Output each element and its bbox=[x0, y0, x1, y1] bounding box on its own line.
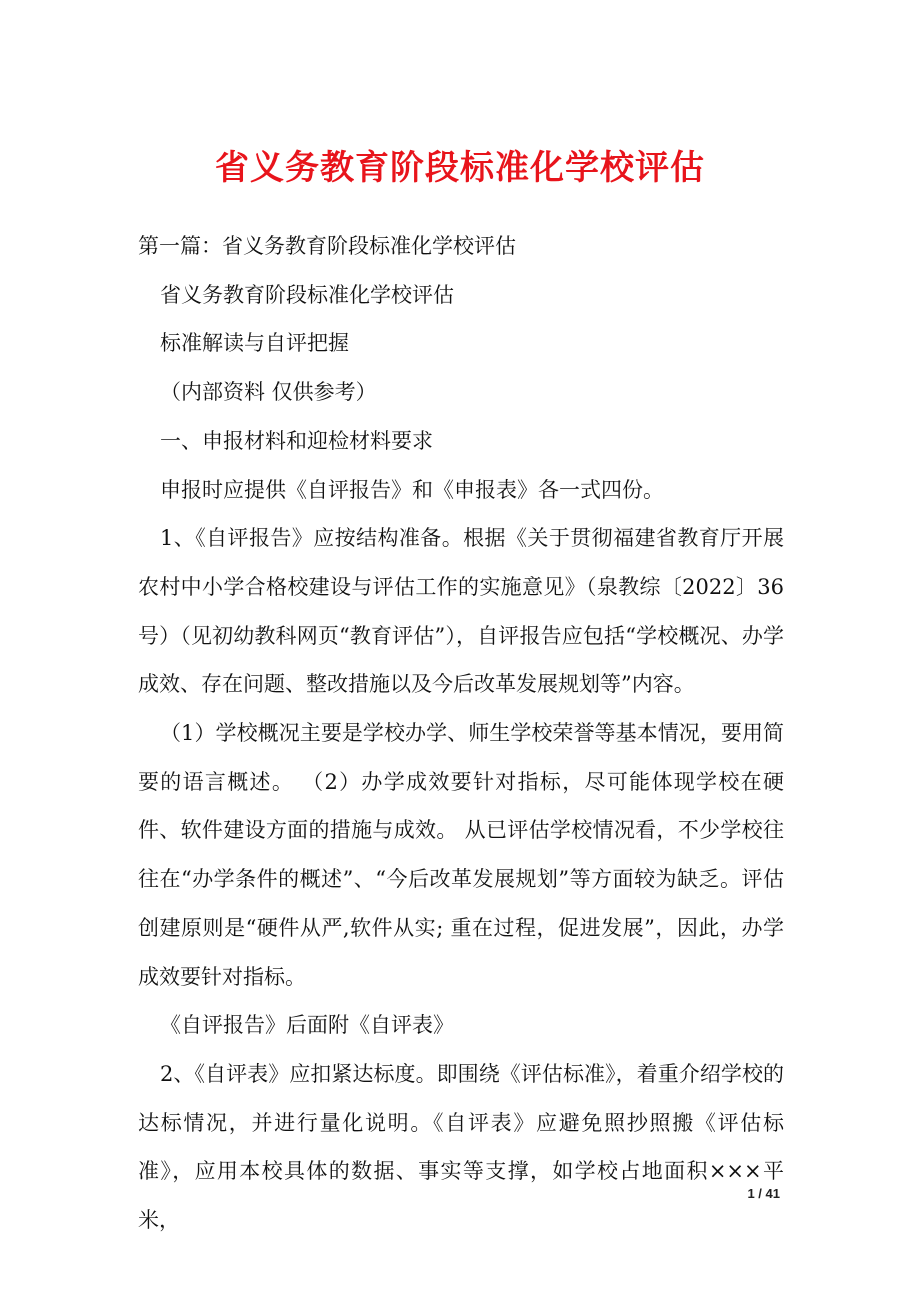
document-title: 省义务教育阶段标准化学校评估 bbox=[215, 148, 705, 188]
subtitle-line: 标准解读与自评把握 bbox=[160, 331, 349, 356]
subtitle-line: 省义务教育阶段标准化学校评估 bbox=[160, 282, 454, 307]
body-paragraph: 1、《自评报告》应按结构准备。根据《关于贯彻福建省教育厅开展农村中小学合格校建设与评估工作的实施意见》（泉教综〔2022〕36号）（见初幼教科网页“教育评估”），自评报告应包括“学校概况、办学成效、存在问题、整改措施以及今后改革发展规划等”内容。 bbox=[138, 526, 784, 697]
document-body bbox=[138, 222, 784, 1245]
note-line: （内部资料 仅供参考） bbox=[160, 380, 377, 405]
body-paragraph: （1）学校概况主要是学校办学、师生学校荣誉等基本情况，要用简要的语言概述。 （2）办学成效要针对指标，尽可能体现学校在硬件、软件建设方面的措施与成效。 从已评估学校情况看，不少学校往往在“办学条件的概述”、“今后改革发展规划”等方面较为缺乏。评估创建原则是“硬件从严,软件从实; 重在过程，促进发展”，因此，办学成效要针对指标。 bbox=[138, 721, 784, 989]
body-paragraph: 2、《自评表》应扣紧达标度。即围绕《评估标准》，着重介绍学校的达标情况，并进行量化说明。《自评表》应避免照抄照搬《评估标准》，应用本校具体的数据、事实等支撑，如学校占地面积×××平米， bbox=[138, 1061, 784, 1233]
section-heading: 一、申报材料和迎检材料要求 bbox=[160, 428, 433, 453]
body-paragraph: 申报时应提供《自评报告》和《申报表》各一式四份。 bbox=[160, 477, 664, 502]
chapter-heading: 第一篇：省义务教育阶段标准化学校评估 bbox=[138, 234, 516, 258]
body-paragraph: 《自评报告》后面附《自评表》 bbox=[160, 1013, 454, 1038]
page-number: 1 / 41 bbox=[747, 1186, 780, 1201]
